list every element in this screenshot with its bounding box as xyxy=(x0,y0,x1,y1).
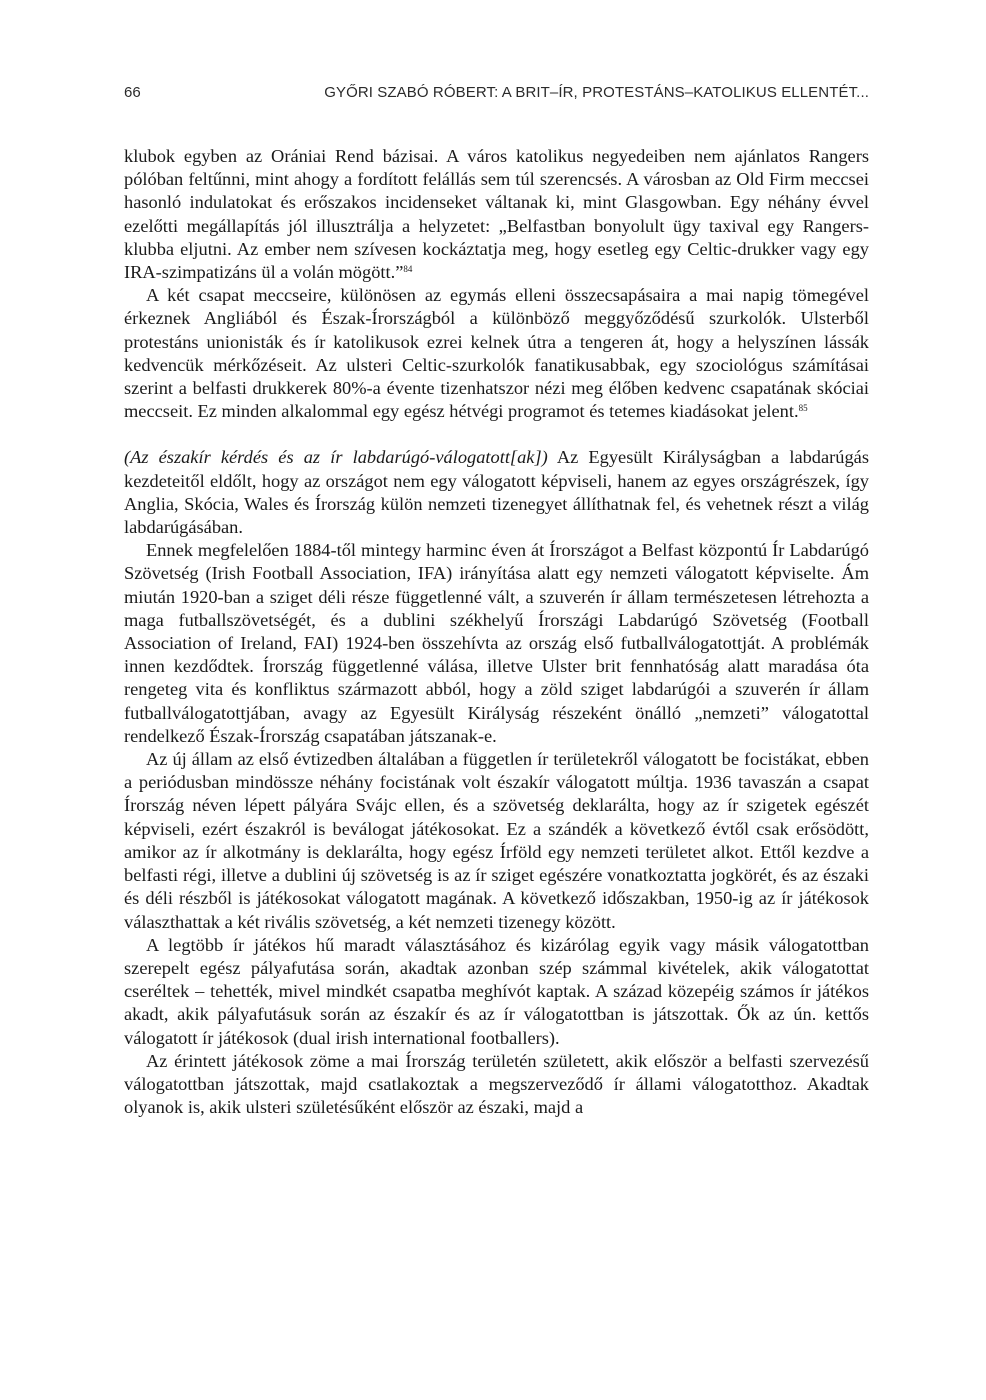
paragraph-1 xyxy=(124,145,869,284)
page-number: 66 xyxy=(124,84,141,101)
paragraph-4 xyxy=(124,539,869,748)
paragraph-7 xyxy=(124,1050,869,1120)
footnote-marker: 85 xyxy=(798,403,808,414)
paragraph-2 xyxy=(124,284,869,423)
paragraph-6 xyxy=(124,934,869,1050)
paragraph-text: Az Egyesült Királyságban a labdarúgás kezdeteitől eldőlt, hogy az országot nem egy válogatott képviseli, hanem az egyes országrészek, így Anglia, Skócia, Wales és Írország külön nemzeti tizenegyet állíthatnak fel, és vehetnek részt a világ labdarúgásában. xyxy=(124,447,869,538)
paragraph-text: Ennek megfelelően 1884-től mintegy harminc éven át Írországot a Belfast központú Ír Labdarúgó Szövetség (Irish Football Association, IFA) irányítása alatt egy nemzeti válogatott képviselte. Ám miután 1920-ban a sziget déli része függetlenné vált, a szuverén ír állam természetesen létrehozta a maga futballszövetségét, és a dublini székhelyű Írországi Labdarúgó Szövetség (Football Association of Ireland, FAI) 1924-ben összehívta az ország első futballválogatottját. A problémák innen kezdődtek. Írország függetlenné válása, illetve Ulster brit fennhatóság alatt maradása óta rengeteg vita és konfliktus származott abból, hogy a zöld sziget labdarúgói a szuverén ír állam futballválogatottjában, avagy az Egyesült Királyság részeként önálló „nemzeti” válogatottal rendelkező Észak-Írország csapatában játszanak-e. xyxy=(124,540,869,746)
paragraph-text: A két csapat meccseire, különösen az egymás elleni összecsapásaira a mai napig tömegével érkeznek Angliából és Észak-Írországból a különböző meggyőződésű szurkolók. Ulsterből protestáns unionisták és ír katolikusok ezrei kelnek útra a tengeren át, hogy a helyszínen lássák kedvencük mérkőzéseit. Az ulsteri Celtic-szurkolók fanatikusabbak, egy szociológus számításai szerint a belfasti drukkerek 80%-a évente tizenhatszor nézi meg élőben kedvenc csapatának skóciai meccseit. Ez minden alkalommal egy egész hétvégi programot és tetemes kiadásokat jelent. xyxy=(124,285,869,422)
paragraph-5 xyxy=(124,748,869,934)
footnote-marker: 84 xyxy=(403,264,413,275)
section-heading: (Az északír kérdés és az ír labdarúgó-válogatott[ak]) xyxy=(124,447,548,468)
paragraph-text: Az új állam az első évtizedben általában a független ír területekről válogatott be focistákat, ebben a periódusban mindössze néhány focistának volt északír válogatott múltja. 1936 tavaszán a csapat Írország néven lépett pályára Svájc ellen, és a szövetség deklarálta, hogy az ír szigetek egészét képviseli, ezért északról is beválogat játékosokat. Ez a szándék a következő évtől csak erősödött, amikor az ír alkotmány is deklarálta, hogy egész Írföld egy nemzeti területet alkot. Ettől kezdve a belfasti régi, illetve a dublini új szövetség is az ír sziget egészére vonatkoztatta jogkörét, és az északi és déli részből is játékosokat válogatott magának. A következő időszakban, 1950-ig az ír játékosok választhattak a két rivális szövetség, a két nemzeti tizenegy között. xyxy=(124,749,869,932)
paragraph-text: klubok egyben az Orániai Rend bázisai. A város katolikus negyedeiben nem ajánlatos Rangers pólóban feltűnni, mint ahogy a fordított felállás sem túl szerencsés. A városban az Old Firm meccsei hasonló indulatokat és erőszakos incidenseket váltanak ki, mint Glasgowban. Egy néhány évvel ezelőtti megállapítás jól illusztrálja a helyzetet: „Belfastban bonyolult ügy taxival egy Rangers-klubba eljutni. Az ember nem szívesen kockáztatja meg, hogy esetleg egy Celtic-drukker vagy egy IRA-szimpatizáns ül a volán mögött.” xyxy=(124,146,869,283)
running-title: GYŐRI SZABÓ RÓBERT: A BRIT–ÍR, PROTESTÁNS–KATOLIKUS ELLENTÉT... xyxy=(324,84,869,101)
paragraph-text: A legtöbb ír játékos hű maradt választásához és kizárólag egyik vagy másik válogatottban szerepelt egész pályafutása során, akadtak azonban szép számmal kivételek, akik válogatottat cseréltek – tehették, mivel mindkét csapatba meghívót kaptak. A század közepéig számos ír játékos akadt, akik pályafutásuk során az északír és az ír válogatottban is játszottak. Ők az ún. kettős válogatott ír játékosok (dual irish international footballers). xyxy=(124,934,869,1048)
paragraph-text: Az érintett játékosok zöme a mai Írország területén született, akik először a belfasti szervezésű válogatottban játszottak, majd csatlakoztak a megszerveződő ír állami válogatotthoz. Akadtak olyanok is, akik ulsteri születésűként először az északi, majd a xyxy=(124,1050,869,1118)
page-header xyxy=(124,84,869,108)
body-text xyxy=(124,145,869,1119)
paragraph-3 xyxy=(124,446,869,539)
